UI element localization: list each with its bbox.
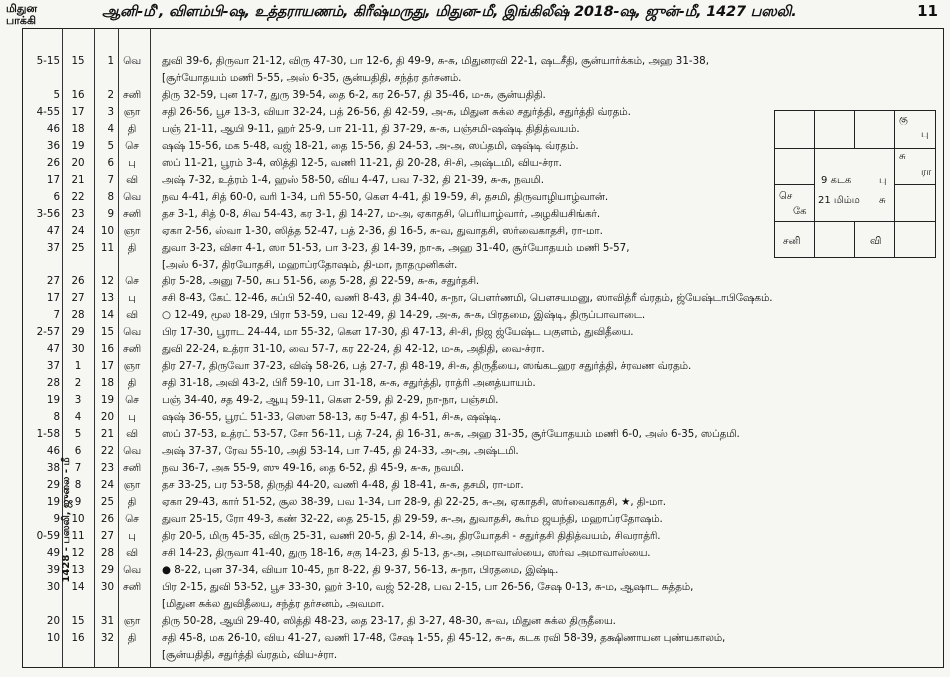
table-row — [22, 375, 944, 391]
chart-line — [775, 221, 935, 222]
row-c3: 29 — [100, 563, 114, 576]
row-c3: 15 — [100, 326, 114, 339]
table-row — [22, 273, 944, 289]
corner-line-1: மிதுன — [6, 2, 38, 15]
row-c4: வெ — [123, 190, 141, 203]
row-c3: 7 — [107, 173, 114, 186]
row-c3: 32 — [100, 631, 114, 644]
row-text: துவா 3-23, விசா 4-1, ஸா 51-53, பா 3-23, தி 14-39, நா-சு, அஹ 31-40, சூர்யோதயம் மணி 5-57, — [162, 241, 630, 254]
page-number: 11 — [917, 2, 938, 20]
chart-cell-text: பு — [921, 129, 929, 140]
row-c3: 5 — [107, 139, 114, 152]
row-c3: 31 — [100, 614, 114, 627]
planet-chart — [774, 110, 936, 258]
row-text: திர 5-28, அனு 7-50, சுப 51-56, தை 5-28, தி 22-59, சு-சு, சதுர்தசி. — [162, 275, 480, 288]
row-c2: 14 — [71, 580, 85, 593]
table-row — [22, 562, 944, 578]
row-c2: 19 — [71, 139, 85, 152]
row-c1: 39 — [46, 563, 60, 576]
table-row — [22, 494, 944, 510]
row-c2: 2 — [74, 377, 82, 390]
row-c2: 10 — [71, 512, 85, 525]
row-text: திர 27-7, திருவோ 37-23, விஷ் 58-26, பத் 27-7, தி 48-19, சி-சு, திருதீயை, ஸங்கடஹர சதுர்த்தி, ச்ரவண வ்ரதம். — [162, 360, 692, 373]
table-row — [22, 290, 944, 306]
row-c2: 15 — [71, 55, 85, 67]
chart-line — [775, 148, 935, 149]
row-text: பஞ் 34-40, சத 49-2, ஆயு 59-11, கௌ 2-59, தி 2-29, நா-நா, பஞ்சமி. — [162, 394, 499, 407]
row-c1: 9 — [53, 512, 60, 525]
row-text: [மிதுன சுக்ல துவிதீயை, சந்த்ர தர்சனம், அவமா. — [162, 597, 385, 610]
row-c3: 3 — [107, 105, 114, 118]
row-c1: 28 — [46, 377, 60, 390]
row-c3: 10 — [100, 224, 114, 237]
row-c2: 15 — [71, 614, 85, 627]
row-c2: 7 — [74, 462, 82, 475]
chart-cell-text: சனி — [783, 236, 801, 247]
row-c2: 29 — [71, 326, 85, 339]
row-c1: 4-55 — [36, 105, 60, 118]
sidebar-label: 1428 - பஸலி, ஜுலை - மீ — [61, 457, 72, 583]
row-c4: ஞா — [123, 224, 141, 237]
row-c2: 3 — [74, 394, 82, 407]
corner-line-2: பாக்கி — [6, 14, 36, 27]
row-text: சசி 14-23, திருவா 41-40, துரு 18-16, சகு 14-23, தி 5-13, த-அ, அமாவாஸ்யை, ஸர்வ அமாவாஸ்யை. — [162, 546, 651, 559]
row-c1: 26 — [46, 156, 60, 169]
row-c2: 5 — [74, 428, 82, 441]
row-c1: 17 — [46, 173, 60, 186]
row-c2: 11 — [71, 529, 85, 542]
row-c1: 5-15 — [36, 55, 60, 67]
row-text: துவி 22-24, உத்ரா 31-10, வை 57-7, கர 22-24, தி 42-12, ம-சு, அதிதி, வை-ச்ரா. — [162, 343, 545, 356]
row-c4: செ — [125, 512, 139, 525]
row-c2: 24 — [71, 224, 85, 237]
row-c3: 4 — [107, 122, 114, 135]
row-c1: 38 — [46, 462, 60, 475]
chart-cell-text: பு — [879, 175, 887, 186]
row-c3: 16 — [100, 343, 114, 356]
row-c3: 18 — [100, 377, 114, 390]
row-c3: 6 — [107, 156, 114, 169]
row-text: ஷஷ் 36-55, பூரட் 51-33, ஸௌ 58-13, கர 5-47, தி 4-51, சி-சு, ஷஷ்டி. — [162, 411, 502, 424]
row-c1: 37 — [46, 241, 60, 254]
row-c1: 6 — [53, 190, 60, 203]
row-c1: 10 — [46, 631, 60, 644]
row-text: பிர 17-30, பூராட 24-44, மா 55-32, கௌ 17-30, தி 47-13, சி-சி, நிஜ ஜ்யேஷ்ட பகுளம், துவிதீயை. — [162, 326, 634, 339]
table-row — [22, 307, 944, 323]
row-text: ஏகா 2-56, ஸ்வா 1-30, ஸித்த 52-47, பத் 2-36, தி 16-5, சு-வ, துவாதசி, ஸர்வைகாதசி, ரா-மா. — [162, 224, 603, 237]
row-c4: தி — [127, 122, 137, 135]
row-c2: 21 — [71, 173, 85, 186]
row-c4: செ — [125, 139, 139, 152]
row-c2: 22 — [71, 190, 85, 203]
row-c2: 25 — [71, 241, 85, 254]
row-text: திர 20-5, மிரு 45-35, விரு 25-31, வணி 20-5, தி 2-14, சி-அ, திரயோதசி - சதுர்தசி திதித்வயம், சிவராத்ரி. — [162, 529, 661, 542]
table-row — [22, 53, 944, 69]
row-text: சதி 26-56, பூச 13-3, வியா 32-24, பத் 26-56, தி 42-59, அ-சு, மிதுன சுக்ல சதுர்த்தி, சதுர்த்தி வ்ரதம். — [162, 105, 631, 118]
table-row — [22, 460, 944, 476]
row-text: துவி 39-6, திருவா 21-12, விரு 47-30, பா 12-6, தி 49-9, சு-சு, மிதுனரவி 22-1, ஷடசீதி, சூன்யார்க்கம், அஹ 31-38, — [162, 55, 709, 67]
table-row — [22, 324, 944, 340]
chart-cell-text: சு — [879, 195, 886, 206]
row-text: ○ 12-49, மூல 18-29, பிரா 53-59, பவ 12-49, தி 14-29, அ-சு, சு-சு, பிரதமை, இஷ்டி, திருப்பாவாடை. — [162, 309, 646, 322]
row-c1: 49 — [46, 546, 60, 559]
row-c3: 9 — [107, 207, 114, 220]
row-c1: 37 — [46, 360, 60, 373]
row-text: [சூன்யதிதி, சதுர்த்தி வ்ரதம், விய-ச்ரா. — [162, 648, 338, 661]
table-row — [22, 409, 944, 425]
row-text: சதி 31-18, அவி 43-2, பிரீ 59-10, பா 31-18, சு-சு, சதுர்த்தி, ராத்ரி அனத்யாயம். — [162, 377, 536, 390]
row-c2: 17 — [71, 105, 85, 118]
row-c1: 20 — [46, 614, 60, 627]
row-c4: பு — [128, 529, 136, 542]
row-c4: தி — [127, 241, 137, 254]
row-c2: 16 — [71, 631, 85, 644]
table-row — [22, 426, 944, 442]
row-c2: 9 — [74, 495, 82, 508]
row-c3: 8 — [107, 190, 114, 203]
row-c4: வி — [126, 546, 138, 559]
row-c4: ஞா — [123, 105, 141, 118]
row-c3: 28 — [100, 546, 114, 559]
table-row — [22, 257, 944, 273]
table-row — [22, 87, 944, 103]
row-c1: 47 — [46, 343, 60, 356]
row-c4: வெ — [123, 326, 141, 339]
row-c2: 6 — [74, 445, 82, 458]
chart-cell-text: செ — [779, 191, 793, 202]
chart-line — [854, 111, 855, 148]
row-c4: பு — [128, 156, 136, 169]
row-c2: 30 — [71, 343, 85, 356]
table-row — [22, 341, 944, 357]
row-c3: 11 — [100, 241, 114, 254]
row-c4: ஞா — [123, 614, 141, 627]
row-text: தச 33-25, பர 53-58, திருதி 44-20, வணி 4-48, தி 18-41, சு-சு, தசமி, ரா-மா. — [162, 479, 524, 491]
row-c4: சனி — [122, 207, 142, 220]
row-c2: 12 — [71, 546, 85, 559]
row-c1: 2-57 — [36, 326, 60, 339]
row-text: சதி 45-8, மக 26-10, விய 41-27, வணி 17-48, சேஷ 1-55, தி 45-12, சு-சு, கடக ரவி 58-39, தக்ஷிணாயன புண்யகாலம், — [162, 631, 726, 644]
row-text: தச 3-1, சித் 0-8, சிவ 54-43, கர 3-1, தி 14-27, ம-அ, ஏகாதசி, பெரியாழ்வார், அழகியசிங்கர். — [162, 207, 601, 220]
row-c1: 30 — [46, 580, 60, 593]
table-row — [22, 443, 944, 459]
row-c2: 20 — [71, 156, 85, 169]
row-c2: 23 — [71, 207, 85, 220]
row-c4: தி — [127, 631, 137, 644]
table-row — [22, 392, 944, 408]
row-c4: செ — [125, 275, 139, 288]
row-c3: 24 — [100, 479, 114, 491]
table-row — [22, 70, 944, 86]
table-row — [22, 477, 944, 493]
row-text: திரு 50-28, ஆயி 29-40, ஸித்தி 48-23, தை 23-17, தி 3-27, 48-30, சு-வ, மிதுன சுக்ல திருதீயை. — [162, 614, 616, 627]
row-c3: 17 — [100, 360, 114, 373]
table-row — [22, 511, 944, 527]
table-row — [22, 545, 944, 561]
row-c3: 25 — [100, 495, 114, 508]
row-c3: 2 — [107, 88, 114, 101]
row-text: நவ 4-41, சித் 60-0, வரி 1-34, பரி 55-50, கௌ 4-41, தி 19-59, சி, தசமி, திருவாழியாழ்வான். — [162, 190, 609, 203]
chart-cell-text: வி — [870, 236, 882, 247]
row-c4: செ — [125, 394, 139, 407]
row-c3: 30 — [100, 580, 114, 593]
row-c2: 13 — [71, 563, 85, 576]
row-text: [சூர்யோதயம் மணி 5-55, அஸ் 6-35, சூன்யதிதி, சந்த்ர தர்சனம். — [162, 71, 462, 84]
chart-cell-text: ரா — [921, 167, 932, 178]
row-text: ஷஷ் 15-56, மக 5-48, வஜ் 18-21, தை 15-56, தி 24-53, அ-அ, ஸப்தமி, ஷஷ்டி வ்ரதம். — [162, 139, 579, 152]
row-text: சசி 8-43, கேட் 12-46, சுப்பி 52-40, வணி 8-43, தி 34-40, சு-நா, பௌர்ணமி, பௌசயமனு, ஸாவித்ரீ வ்ரதம், ஜ்யேஷ்டாபிஷேகம். — [162, 292, 773, 305]
row-text: ஏகா 29-43, கார் 51-52, சூல 38-39, பவ 1-34, பா 28-9, தி 22-25, சு-அ, ஏகாதசி, ஸர்வைகாதசி, ★, தி-மா. — [162, 495, 666, 508]
row-c4: வி — [126, 428, 138, 441]
table-row — [22, 630, 944, 646]
row-c4: தி — [127, 377, 137, 390]
row-c3: 21 — [100, 428, 114, 441]
row-text: அஷ் 7-32, உத்ரம் 1-4, ஹஸ் 58-50, விய 4-47, பவ 7-32, தி 21-39, சு-சு, நவமி. — [162, 173, 545, 186]
row-c2: 18 — [71, 122, 85, 135]
row-c1: 1-58 — [36, 428, 60, 441]
row-c4: வெ — [123, 563, 141, 576]
row-text: [அஸ் 6-37, திரயோதசி, மஹாப்ரதோஷம், தி-மா, நாதமுனிகள். — [162, 258, 458, 271]
row-text: துவா 25-15, ரோ 49-3, கண் 32-22, தை 25-15, தி 29-59, சு-அ, துவாதசி, கூர்ம ஜயந்தி, மஹாப்ரதோஷம். — [162, 512, 663, 525]
chart-line — [894, 184, 935, 185]
row-c3: 14 — [100, 309, 114, 322]
table-row — [22, 596, 944, 612]
row-c4: வெ — [123, 445, 141, 458]
row-text: பஞ் 21-11, ஆயி 9-11, ஹர் 25-9, பா 21-11, தி 37-29, சு-சு, பஞ்சமி-ஷஷ்டி திதித்வயம். — [162, 122, 580, 135]
row-c3: 19 — [100, 394, 114, 407]
row-text: அஷ் 37-37, ரேவ 55-10, அதி 53-14, பா 7-45, தி 24-33, அ-அ, அஷ்டமி. — [162, 445, 519, 458]
row-c3: 22 — [100, 445, 114, 458]
row-c1: 5 — [53, 88, 60, 101]
row-c4: பு — [128, 292, 136, 305]
chart-line — [854, 221, 855, 257]
corner-label — [6, 3, 37, 27]
row-c4: ஞா — [123, 360, 141, 373]
row-c4: வி — [126, 309, 138, 322]
row-c3: 26 — [100, 512, 114, 525]
table-row — [22, 358, 944, 374]
row-c1: 27 — [46, 275, 60, 288]
table-row — [22, 647, 944, 663]
row-c2: 8 — [74, 479, 82, 491]
row-text: ● 8-22, புன 37-34, வியா 10-45, நா 8-22, தி 9-37, 56-13, சு-நா, பிரதமை, இஷ்டி. — [162, 563, 559, 576]
row-text: நவ 36-7, அசு 55-9, ஸு 49-16, தை 6-52, தி 45-9, சு-சு, நவமி. — [162, 462, 464, 475]
table-row — [22, 579, 944, 595]
row-c1: 0-59 — [36, 529, 60, 542]
row-c2: 28 — [71, 309, 85, 322]
row-c3: 1 — [107, 55, 114, 67]
row-c2: 4 — [74, 411, 82, 424]
row-c3: 12 — [100, 275, 114, 288]
row-c4: சனி — [122, 462, 142, 475]
row-text: திரு 32-59, புன 17-7, துரு 39-54, தை 6-2, கர 26-57, தி 35-46, ம-சு, சூன்யதிதி. — [162, 88, 546, 101]
row-c1: 19 — [46, 394, 60, 407]
chart-cell-text: கு — [899, 114, 908, 125]
row-c1: 46 — [46, 122, 60, 135]
row-c1: 46 — [46, 445, 60, 458]
row-c2: 1 — [74, 360, 82, 373]
chart-line — [775, 184, 814, 185]
row-c1: 47 — [46, 224, 60, 237]
row-c4: சனி — [122, 88, 142, 101]
row-text: ஸப் 37-53, உத்ரட் 53-57, சோ 56-11, பத் 7-24, தி 16-31, சு-சு, அஹ 31-35, சூர்யோதயம் மணி 6-0, அஸ் 6-35, ஸப்தமி. — [162, 428, 740, 441]
row-c1: 17 — [46, 292, 60, 305]
row-c4: ஞா — [123, 479, 141, 491]
row-c4: சனி — [122, 580, 142, 593]
row-c3: 20 — [100, 411, 114, 424]
chart-cell-text: 9 கடக — [821, 175, 852, 186]
row-c2: 27 — [71, 292, 85, 305]
row-c4: பு — [128, 411, 136, 424]
table-row — [22, 528, 944, 544]
page-header: ஆனி-மீ', விளம்பி-ஷ, உத்தராயணம், கிரீஷ்மருது, மிதுன-மீ, இங்கிலீஷ் 2018-ஷ, ஜுன்-மீ, 1427 பஸலி. — [102, 4, 797, 20]
row-c1: 8 — [53, 411, 60, 424]
row-c4: தி — [127, 495, 137, 508]
row-c1: 3-56 — [36, 207, 60, 220]
row-c1: 36 — [46, 139, 60, 152]
chart-line — [814, 111, 815, 257]
row-c4: சனி — [122, 343, 142, 356]
row-c3: 27 — [100, 529, 114, 542]
row-text: பிர 2-15, துவி 53-52, பூச 33-30, ஹர் 3-10, வஜ் 52-28, பவ 2-15, பா 26-56, சேஷ 0-13, சு-ம, ஆஷாட சுத்தம், — [162, 580, 694, 593]
row-c3: 23 — [100, 462, 114, 475]
chart-cell-text: கே — [793, 206, 807, 217]
row-c1: 19 — [46, 495, 60, 508]
row-text: ஸப் 11-21, பூரம் 3-4, ஸித்தி 12-5, வணி 11-21, தி 20-28, சி-சி, அஷ்டமி, விய-ச்ரா. — [162, 156, 562, 169]
chart-cell-text: 21 மிம்ம — [818, 195, 860, 206]
row-c2: 26 — [71, 275, 85, 288]
row-c1: 7 — [53, 309, 60, 322]
row-c2: 16 — [71, 88, 85, 101]
row-c1: 29 — [46, 479, 60, 491]
row-c3: 13 — [100, 292, 114, 305]
chart-cell-text: சு — [899, 151, 906, 162]
table-row — [22, 613, 944, 629]
row-c4: வி — [126, 173, 138, 186]
row-c4: வெ — [123, 55, 141, 67]
